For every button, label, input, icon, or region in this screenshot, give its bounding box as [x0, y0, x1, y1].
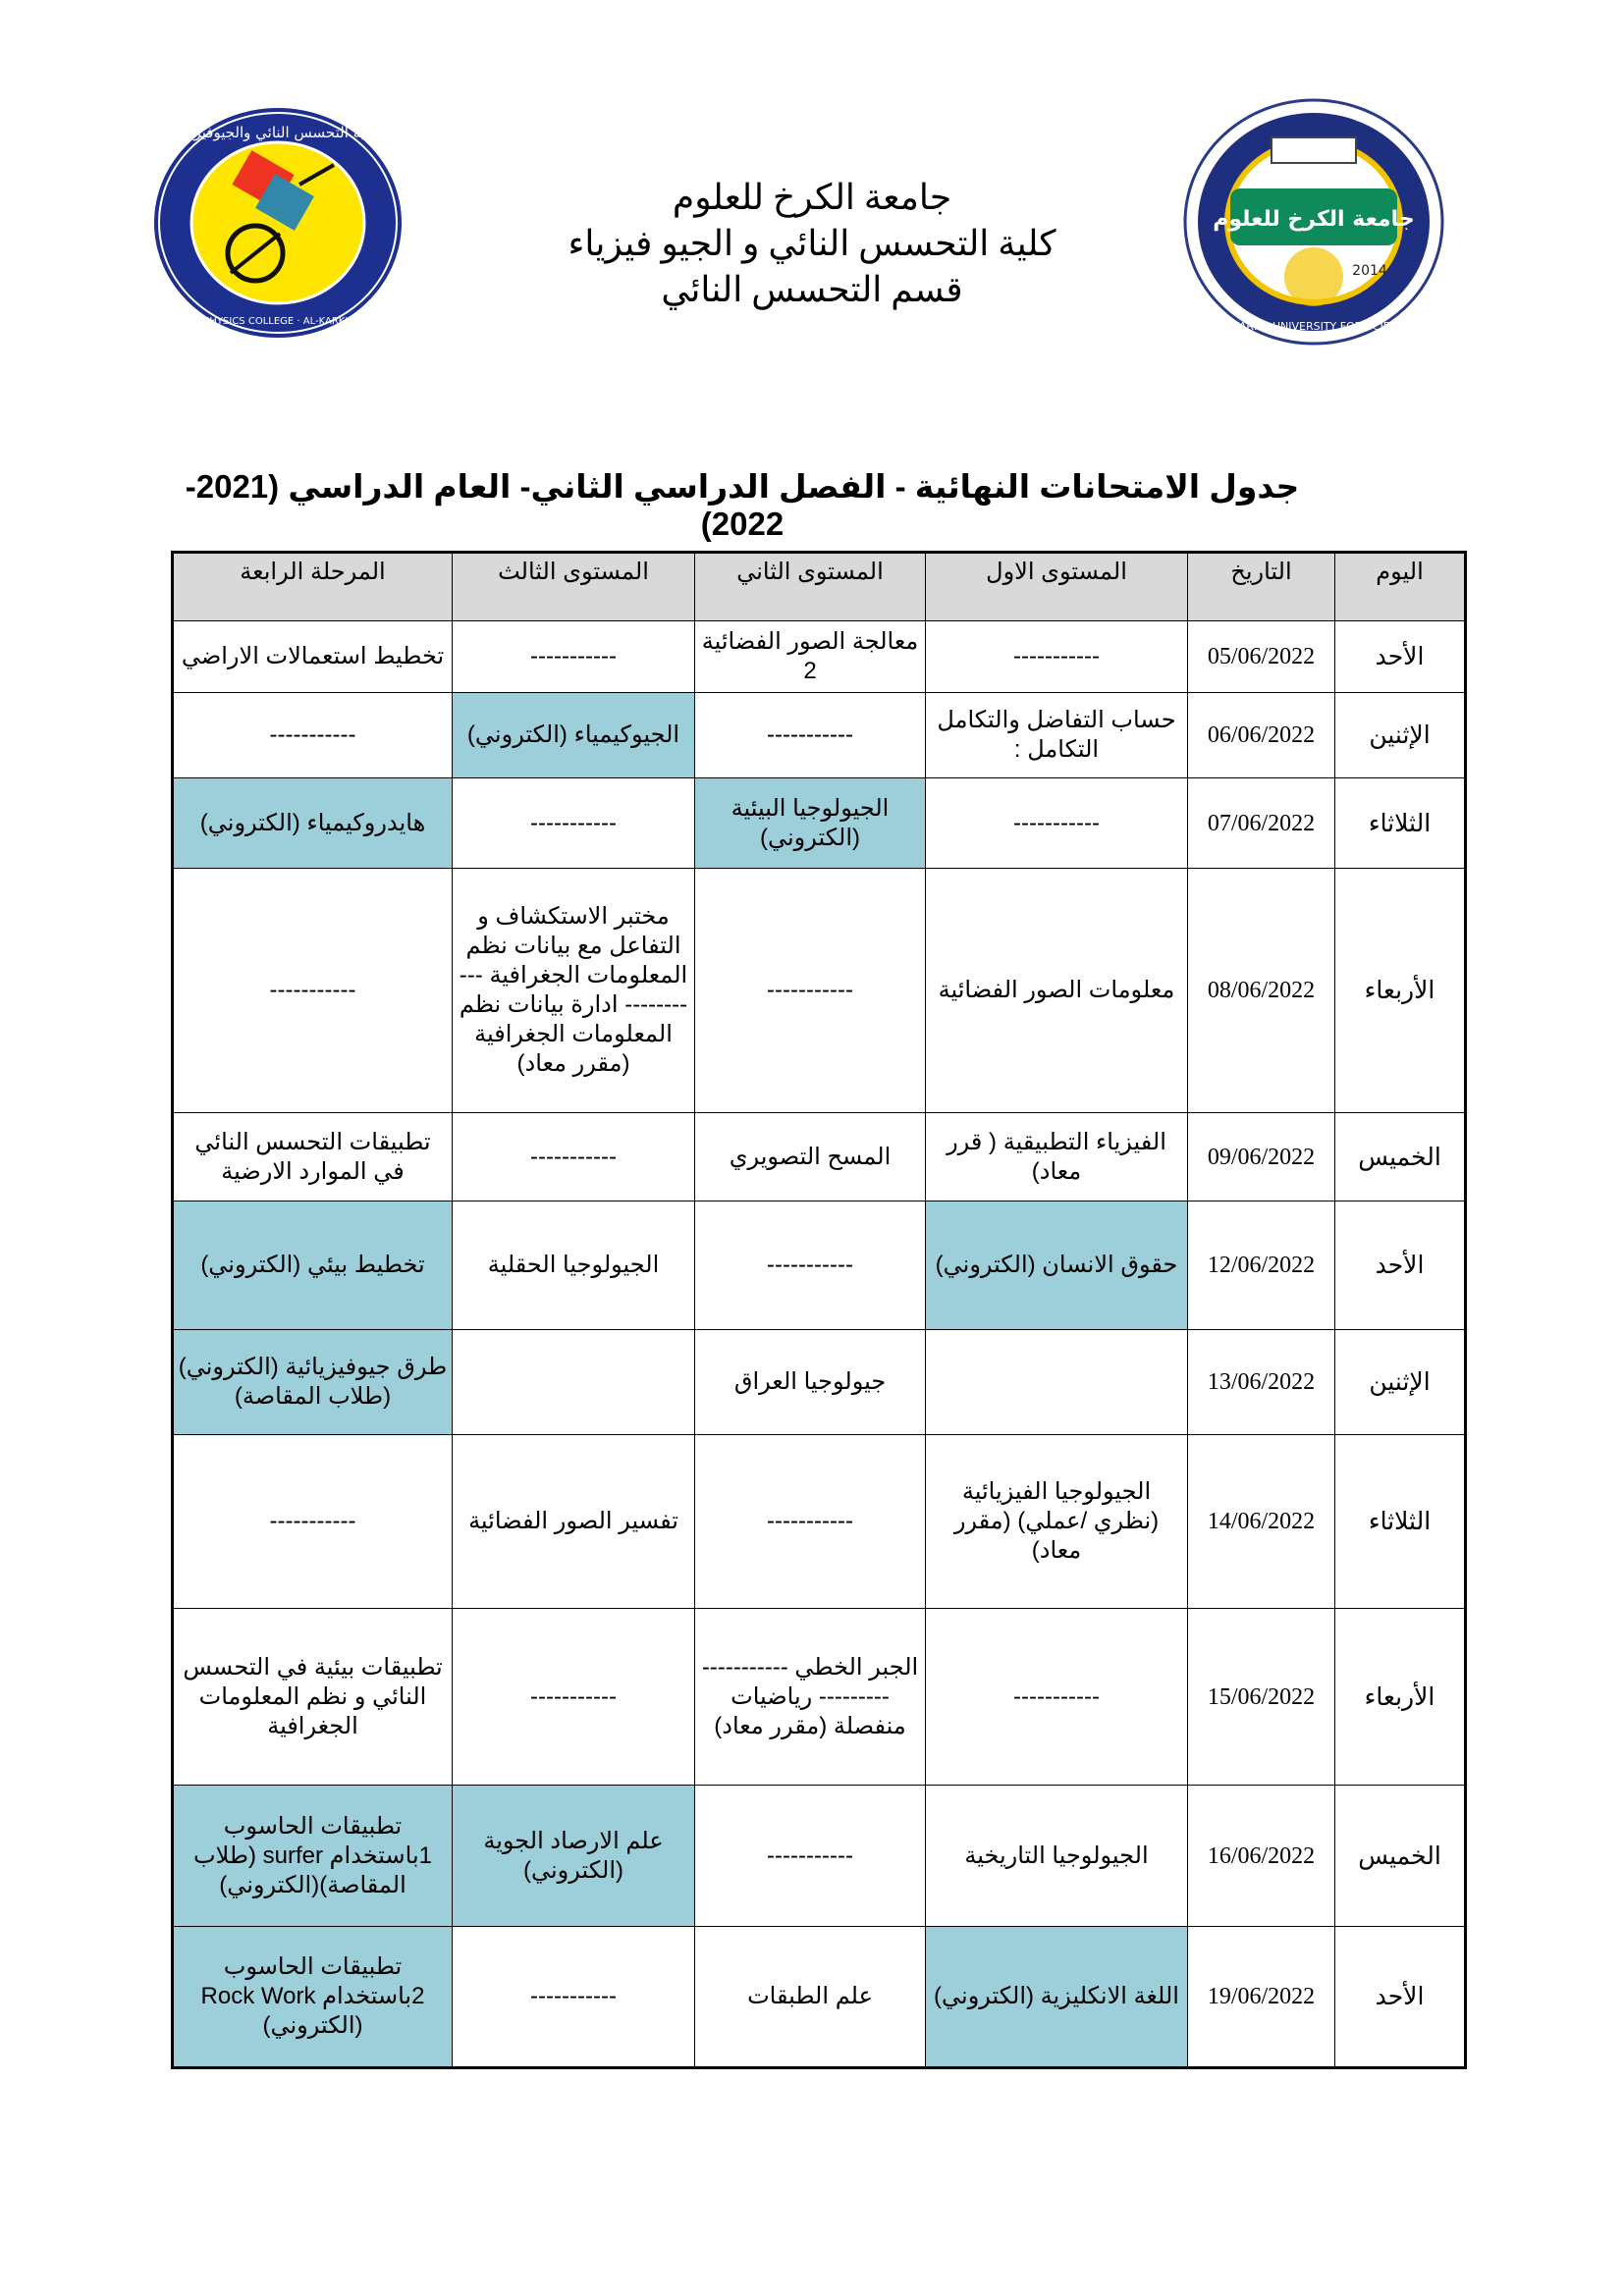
table-row: [173, 1330, 1466, 1435]
level-1-cell: الجيولوجيا الفيزيائية (نظري /عملي) (مقرر معاد): [926, 1435, 1188, 1609]
level-3-cell: مختبر الاستكشاف و التفاعل مع بيانات نظم المعلومات الجغرافية ----------- ادارة بيانات نظم المعلومات الجغرافية (مقرر معاد): [453, 869, 695, 1113]
day-cell: الإثنين: [1335, 1330, 1466, 1435]
table-header-row: [173, 553, 1466, 621]
university-logo: [1183, 98, 1444, 346]
date-cell: 07/06/2022: [1188, 778, 1335, 869]
level-3-cell: الجيولوجيا الحقلية: [453, 1201, 695, 1330]
date-cell: 14/06/2022: [1188, 1435, 1335, 1609]
date-cell: 16/06/2022: [1188, 1786, 1335, 1927]
level-4-cell: تطبيقات بيئية في التحسس النائي و نظم المعلومات الجغرافية: [173, 1609, 453, 1786]
level-1-cell: -----------: [926, 778, 1188, 869]
level-4-cell: هايدروكيمياء (الكتروني): [173, 778, 453, 869]
level-4-cell: تطبيقات التحسس النائي في الموارد الارضية: [173, 1113, 453, 1201]
level-3-cell: -----------: [453, 1927, 695, 2068]
right-logo-center-text: جامعة الكرخ للعلوم: [1213, 207, 1415, 232]
table-row: [173, 1786, 1466, 1927]
table-row: [173, 778, 1466, 869]
level-1-cell: -----------: [926, 1609, 1188, 1786]
level-1-cell: الجيولوجيا التاريخية: [926, 1786, 1188, 1927]
level-2-cell: معالجة الصور الفضائية 2: [695, 621, 926, 693]
level-3-cell: -----------: [453, 1113, 695, 1201]
table-row: [173, 1113, 1466, 1201]
day-cell: الثلاثاء: [1335, 1435, 1466, 1609]
right-logo-year: 2014: [1352, 263, 1387, 279]
page-title: جدول الامتحانات النهائية - الفصل الدراسي الثاني- العام الدراسي (2021-2022): [185, 468, 1300, 542]
level-2-cell: -----------: [695, 1435, 926, 1609]
date-cell: 19/06/2022: [1188, 1927, 1335, 2068]
date-cell: 05/06/2022: [1188, 621, 1335, 693]
day-cell: الأحد: [1335, 1201, 1466, 1330]
level-4-cell: تطبيقات الحاسوب 1باستخدام surfer (طلاب المقاصة)(الكتروني): [173, 1786, 453, 1927]
level-1-cell: الفيزياء التطبيقية ( قرر معاد): [926, 1113, 1188, 1201]
level-4-cell: طرق جيوفيزيائية (الكتروني) (طلاب المقاصة): [173, 1330, 453, 1435]
date-cell: 08/06/2022: [1188, 869, 1335, 1113]
left-logo-bottom-text: REMOTE SENSING & GEOPHYSICS COLLEGE · AL-KARKH UNIVERSITY OF SCIENCE: [80, 316, 476, 327]
level-4-cell: تخطيط استعمالات الاراضي: [173, 621, 453, 693]
level-2-cell: -----------: [695, 1786, 926, 1927]
table-row: [173, 869, 1466, 1113]
level-2-cell: -----------: [695, 1201, 926, 1330]
table-row: [173, 693, 1466, 778]
header-level-2: المستوى الثاني: [695, 553, 926, 621]
table-row: [173, 1609, 1466, 1786]
level-4-cell: -----------: [173, 693, 453, 778]
exam-schedule-table: [171, 551, 1467, 2069]
level-4-cell: -----------: [173, 869, 453, 1113]
header-level-4: المرحلة الرابعة: [173, 553, 453, 621]
level-1-cell: [926, 1330, 1188, 1435]
day-cell: الخميس: [1335, 1786, 1466, 1927]
date-cell: 13/06/2022: [1188, 1330, 1335, 1435]
table-row: [173, 621, 1466, 693]
right-logo-bottom-text: AL-KARKH UNIVERSITY FOR SCIENCE: [1215, 320, 1413, 333]
level-1-cell: معلومات الصور الفضائية: [926, 869, 1188, 1113]
department-name: قسم التحسس النائي: [661, 270, 963, 309]
date-cell: 09/06/2022: [1188, 1113, 1335, 1201]
day-cell: الثلاثاء: [1335, 778, 1466, 869]
date-cell: 15/06/2022: [1188, 1609, 1335, 1786]
header-level-3: المستوى الثالث: [453, 553, 695, 621]
table-row: [173, 1435, 1466, 1609]
level-3-cell: الجيوكيمياء (الكتروني): [453, 693, 695, 778]
level-1-cell: -----------: [926, 621, 1188, 693]
day-cell: الأحد: [1335, 1927, 1466, 2068]
level-4-cell: تخطيط بيئي (الكتروني): [173, 1201, 453, 1330]
level-4-cell: -----------: [173, 1435, 453, 1609]
header-date: التاريخ: [1188, 553, 1335, 621]
university-name: جامعة الكرخ للعلوم: [672, 178, 952, 217]
header-block: [471, 175, 1153, 313]
level-1-cell: حقوق الانسان (الكتروني): [926, 1201, 1188, 1330]
level-2-cell: -----------: [695, 693, 926, 778]
table-row: [173, 1201, 1466, 1330]
level-3-cell: -----------: [453, 1609, 695, 1786]
level-2-cell: علم الطبقات: [695, 1927, 926, 2068]
college-logo: [80, 106, 476, 340]
left-logo-top-text: كلية التحسس النائي والجيوفيزياء: [178, 124, 378, 141]
level-2-cell: الجبر الخطي -------------------- رياضيات منفصلة (مقرر معاد): [695, 1609, 926, 1786]
day-cell: الأحد: [1335, 621, 1466, 693]
date-cell: 06/06/2022: [1188, 693, 1335, 778]
day-cell: الأربعاء: [1335, 1609, 1466, 1786]
table-row: [173, 1927, 1466, 2068]
date-cell: 12/06/2022: [1188, 1201, 1335, 1330]
header-level-1: المستوى الاول: [926, 553, 1188, 621]
level-2-cell: الجيولوجيا البيئية (الكتروني): [695, 778, 926, 869]
day-cell: الأربعاء: [1335, 869, 1466, 1113]
level-1-cell: حساب التفاضل والتكامل التكامل :: [926, 693, 1188, 778]
level-2-cell: المسح التصويري: [695, 1113, 926, 1201]
day-cell: الخميس: [1335, 1113, 1466, 1201]
level-1-cell: اللغة الانكليزية (الكتروني): [926, 1927, 1188, 2068]
level-2-cell: جيولوجيا العراق: [695, 1330, 926, 1435]
day-cell: الإثنين: [1335, 693, 1466, 778]
level-2-cell: -----------: [695, 869, 926, 1113]
level-4-cell: تطبيقات الحاسوب 2باستخدام Rock Work (الكتروني): [173, 1927, 453, 2068]
level-3-cell: -----------: [453, 778, 695, 869]
level-3-cell: [453, 1330, 695, 1435]
header-day: اليوم: [1335, 553, 1466, 621]
level-3-cell: تفسير الصور الفضائية: [453, 1435, 695, 1609]
level-3-cell: علم الارصاد الجوية (الكتروني): [453, 1786, 695, 1927]
level-3-cell: -----------: [453, 621, 695, 693]
college-name: كلية التحسس النائي و الجيو فيزياء: [568, 224, 1056, 263]
